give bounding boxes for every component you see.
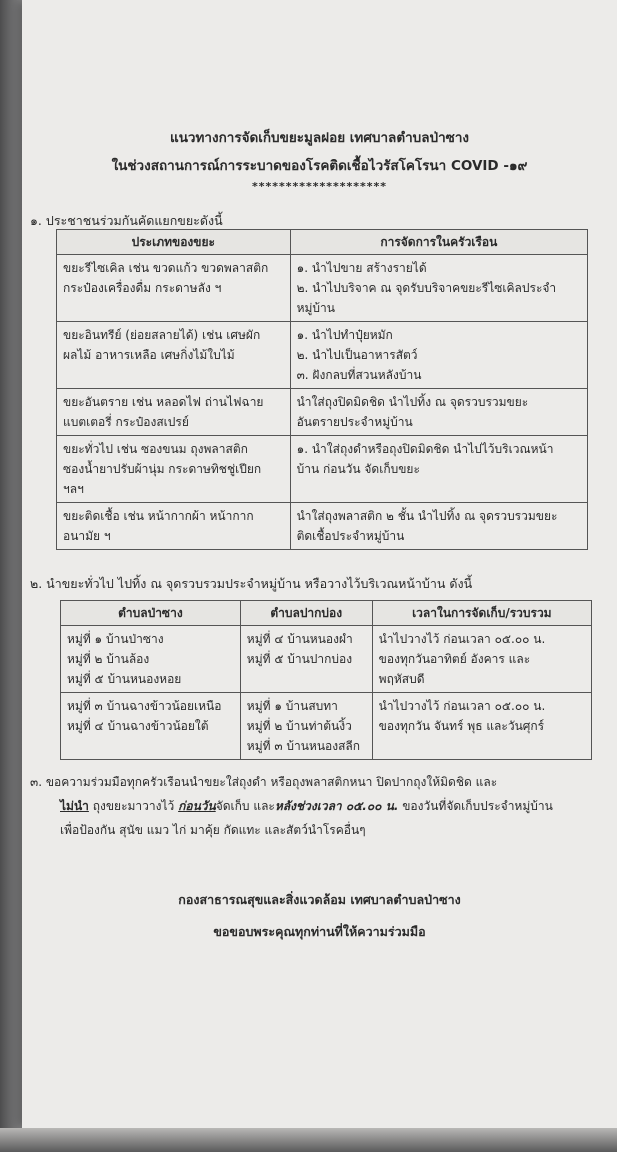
note-text: จัดเก็บ และ [215,799,275,813]
cell-line: ๒. นำไปบริจาค ณ จุดรับบริจาคขยะรีไซเคิลประจำ [296,281,557,295]
management-cell [290,255,587,322]
cell-line: ๒. นำไปเป็นอาหารสัตว์ [296,348,418,362]
title-separator: ******************** [251,180,388,193]
cell-line: บ้าน ก่อนวัน จัดเก็บขยะ [296,462,420,476]
pak-bong-villages-cell [240,693,372,760]
page-left-shadow [0,0,22,1152]
section-2-heading: ๒. นำขยะทั่วไป ไปทิ้ง ณ จุดรวบรวมประจำหมู่บ้าน หรือวางไว้บริเวณหน้าบ้าน ดังนี้ [30,576,473,591]
column-header: การจัดการในครัวเรือน [290,230,587,255]
pa-sang-villages-cell [61,626,241,693]
cell-line: หมู่ที่ ๔ บ้านหนองผำ [246,632,353,646]
cell-line: ของทุกวันอาทิตย์ อังคาร และ [378,652,531,666]
cell-line: หมู่ที่ ๑ บ้านสบทา [246,699,338,713]
column-header: ตำบลป่าซาง [61,601,241,626]
cell-line: ขยะทั่วไป เช่น ซองขนม ถุงพลาสติก [63,442,248,456]
cell-line: ๑. นำไปขาย สร้างรายได้ [296,261,427,275]
cell-line: หมู่ที่ ๕ บ้านหนองหอย [67,672,182,686]
cell-line: นำไปวางไว้ ก่อนเวลา ๐๕.๐๐ น. [378,699,546,713]
cell-line: ฯลฯ [63,482,84,496]
title-line-1: แนวทางการจัดเก็บขยะมูลฝอย เทศบาลตำบลป่าซาง [170,130,469,146]
pa-sang-villages-cell [61,693,241,760]
collection-time-cell [372,693,591,760]
cell-line: กระป๋องเครื่องดื่ม กระดาษลัง ฯ [63,281,222,295]
title-line-2: ในช่วงสถานการณ์การระบาดของโรคติดเชื้อไวรัสโคโรนา COVID -๑๙ [111,158,528,174]
cell-line: อนามัย ฯ [63,529,111,543]
collection-schedule-table [60,600,592,760]
waste-type-cell [57,503,291,550]
column-header: ประเภทของขยะ [57,230,291,255]
column-header: เวลาในการจัดเก็บ/รวบรวม [372,601,591,626]
cell-line: ขยะรีไซเคิล เช่น ขวดแก้ว ขวดพลาสติก [63,261,269,275]
management-cell [290,503,587,550]
cell-line: ผลไม้ อาหารเหลือ เศษกิ่งไม้ใบไม้ [63,348,235,362]
cell-line: ๑. นำไปทำปุ๋ยหมัก [296,328,393,342]
cell-line: อันตรายประจำหมู่บ้าน [296,415,413,429]
note-text: ถุงขยะมาวางไว้ [88,799,179,813]
table-row [61,626,592,693]
table-row [57,503,588,550]
collection-time-cell [372,626,591,693]
note-line-3: เพื่อป้องกัน สุนัข แมว ไก่ มาคุ้ย กัดแทะ และสัตว์นำโรคอื่นๆ [60,823,366,837]
cell-line: ซองน้ำยาปรับผ้านุ่ม กระดาษทิชชู่เปียก [63,462,262,476]
cell-line: นำไปวางไว้ ก่อนเวลา ๐๕.๐๐ น. [378,632,546,646]
table-row [61,693,592,760]
column-header: ตำบลปากบ่อง [240,601,372,626]
page-bottom-shadow [0,1128,617,1152]
cell-line: แบตเตอรี่ กระป๋องสเปรย์ [63,415,189,429]
management-cell [290,322,587,389]
cell-line: ขยะอันตราย เช่น หลอดไฟ ถ่านไฟฉาย [63,395,264,409]
cell-line: ขยะอินทรีย์ (ย่อยสลายได้) เช่น เศษผัก [63,328,261,342]
cell-line: หมู่ที่ ๓ บ้านฉางข้าวน้อยเหนือ [67,699,222,713]
cell-line: นำใส่ถุงพลาสติก ๒ ชั้น นำไปทิ้ง ณ จุดรวบรวมขยะ [296,509,558,523]
cell-line: ของทุกวัน จันทร์ พุธ และวันศุกร์ [378,719,545,733]
waste-type-cell [57,255,291,322]
emphasis-do-not: ไม่นำ [60,799,89,813]
waste-type-cell [57,389,291,436]
table-row [57,255,588,322]
table-row [57,436,588,503]
cell-line: นำใส่ถุงปิดมิดชิด นำไปทิ้ง ณ จุดรวบรวมขยะ [296,395,529,409]
cell-line: หมู่ที่ ๒ บ้านท่าต้นงิ้ว [246,719,352,733]
cell-line: ๑. นำใส่ถุงดำหรือถุงปิดมิดชิด นำไปไว้บริเวณหน้า [296,442,554,456]
note-line-1: ๓. ขอความร่วมมือทุกครัวเรือนนำขยะใส่ถุงดำ หรือถุงพลาสติกหนา ปิดปากถุงให้มิดชิด และ [30,775,498,789]
cell-line: หมู่ที่ ๒ บ้านล้อง [67,652,150,666]
pak-bong-villages-cell [240,626,372,693]
note-text: ของวันที่จัดเก็บประจำหมู่บ้าน [398,799,553,813]
cell-line: พฤหัสบดี [378,672,425,686]
management-cell [290,389,587,436]
note-line-2 [30,794,610,818]
document-page [22,0,617,1128]
cell-line: หมู่ที่ ๑ บ้านป่าซาง [67,632,164,646]
section-3-note [30,770,610,842]
cell-line: หมู่ที่ ๕ บ้านปากบ่อง [246,652,353,666]
waste-type-cell [57,322,291,389]
table-header-row [61,601,592,626]
table-row [57,389,588,436]
emphasis-after-time: หลังช่วงเวลา ๐๕.๐๐ น. [274,799,399,813]
thank-you-line: ขอขอบพระคุณทุกท่านที่ให้ความร่วมมือ [213,924,426,939]
waste-types-table [56,229,588,550]
emphasis-before-day: ก่อนวัน [178,799,216,813]
table-row [57,322,588,389]
management-cell [290,436,587,503]
cell-line: ขยะติดเชื้อ เช่น หน้ากากผ้า หน้ากาก [63,509,254,523]
cell-line: หมู่ที่ ๔ บ้านฉางข้าวน้อยใต้ [67,719,209,733]
cell-line: หมู่บ้าน [296,301,335,315]
table-header-row [57,230,588,255]
issuing-department: กองสาธารณสุขและสิ่งแวดล้อม เทศบาลตำบลป่าซาง [178,892,461,907]
cell-line: ๓. ฝังกลบที่สวนหลังบ้าน [296,368,422,382]
section-1-heading: ๑. ประชาชนร่วมกันคัดแยกขยะดังนี้ [30,213,223,228]
cell-line: ติดเชื้อประจำหมู่บ้าน [296,529,405,543]
cell-line: หมู่ที่ ๓ บ้านหนองสลีก [246,739,361,753]
waste-type-cell [57,436,291,503]
